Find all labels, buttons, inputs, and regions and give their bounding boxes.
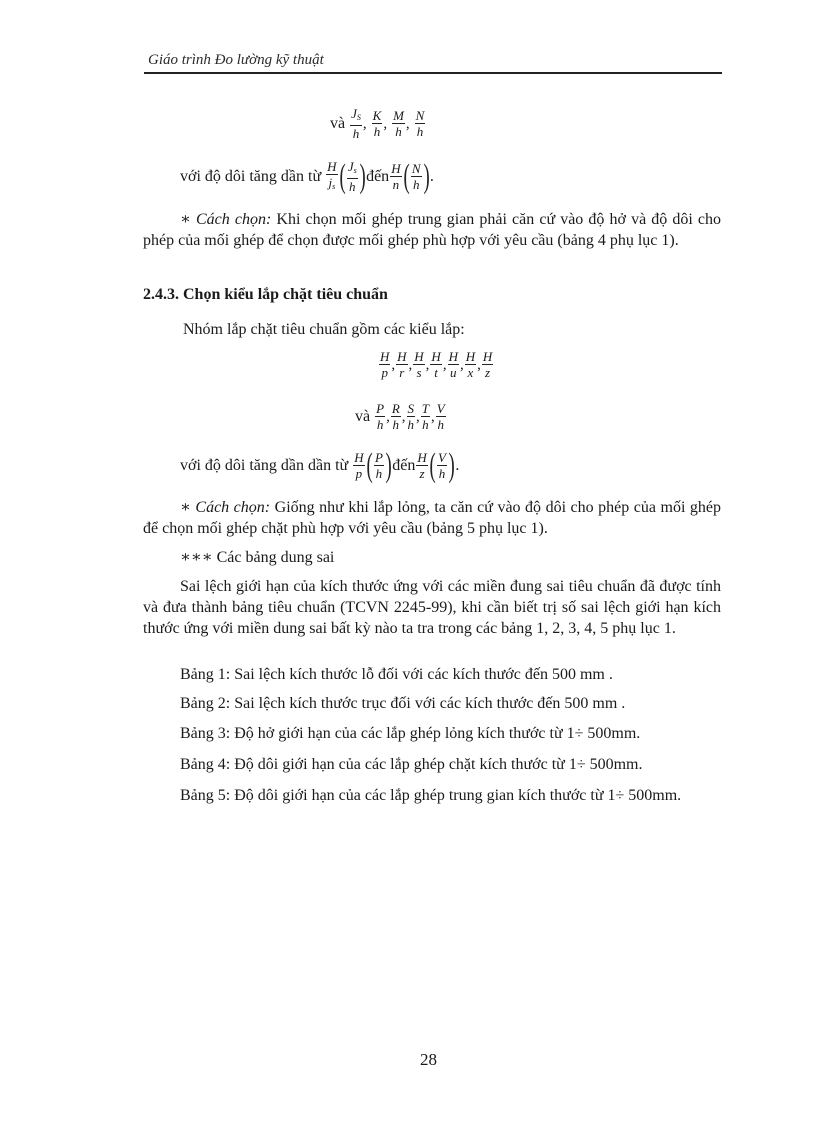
section-heading: 2.4.3. Chọn kiểu lắp chặt tiêu chuẩn xyxy=(143,286,388,303)
formula-prefix: và xyxy=(330,115,346,132)
formula-increase-bottom: với độ dôi tăng dần dần từ $\frac{H}{p}$ ( $\frac{P}{h}$ )đến $\frac{H}{z}$ ( $\frac{V}{h}$ ). xyxy=(180,447,460,484)
table-item-2: Bảng 2: Sai lệch kích thước trục đối với các kích thước đến 500 mm . xyxy=(180,695,626,712)
fraction: $\frac{N}{h}$ xyxy=(415,108,425,139)
tables-heading: ∗∗∗ Các bảng dung sai xyxy=(180,549,335,566)
formula-increase-top: với độ dôi tăng dần từ $\frac{H}{j_s}$ ( $\frac{J_s}{h}$ )đến $\frac{H}{n}$ ( $\frac{N}{h}$ ). xyxy=(180,158,434,195)
header-rule xyxy=(144,72,722,74)
fraction: $\frac{K}{h}$ xyxy=(372,108,382,139)
table-item-4: Bảng 4: Độ dôi giới hạn của các lắp ghép chặt kích thước từ 1÷ 500mm. xyxy=(180,756,643,773)
selection-paragraph-2: ∗ Cách chọn: Giống như khi lắp lỏng, ta căn cứ vào độ dôi cho phép của mối ghép để chọn mối ghép chặt phù hợp với yêu cầu (bảng 5 phụ lục 1). xyxy=(143,499,722,537)
formula-shaft-fits-top: và $\frac{J_S}{h}$ , $\frac{K}{h}$ , $\frac{M}{h}$ , $\frac{N}{h}$ xyxy=(330,106,425,141)
running-header: Giáo trình Đo lường kỹ thuật xyxy=(148,52,324,68)
table-item-1: Bảng 1: Sai lệch kích thước lỗ đối với các kích thước đến 500 mm . xyxy=(180,666,613,683)
table-item-3: Bảng 3: Độ hở giới hạn của các lắp ghép lỏng kích thước từ 1÷ 500mm. xyxy=(180,725,641,742)
fraction: $\frac{M}{h}$ xyxy=(393,108,404,139)
group-intro: Nhóm lắp chặt tiêu chuẩn gồm các kiểu lắp: xyxy=(183,321,465,338)
page-number: 28 xyxy=(420,1050,437,1069)
fraction: $\frac{J_S}{h}$ xyxy=(351,106,361,141)
selection-paragraph-1: ∗ Cách chọn: Khi chọn mối ghép trung gian phải căn cứ vào độ hở và độ dôi cho phép của mối ghép để chọn được mối ghép phù hợp với yêu cầu (bảng 4 phụ lục 1). xyxy=(143,211,722,249)
formula-h-fits: $\frac{H}{p}$ , $\frac{H}{r}$ , $\frac{H}{s}$ , $\frac{H}{t}$ , $\frac{H}{u}$ , $\frac{H}{x}$ , $\frac{H}{z}$ xyxy=(380,349,493,380)
tables-paragraph: Sai lệch giới hạn của kích thước ứng với các miền đung sai tiêu chuẩn đã được tính và đưa thành bảng tiêu chuẩn (TCVN 2245-99), khi cần biết trị số sai lệch giới hạn kích thước ứng với miền dung sai bất kỳ nào ta tra trong các bảng 1, 2, 3, 4, 5 phụ lục 1. xyxy=(143,578,721,637)
table-item-5: Bảng 5: Độ dôi giới hạn của các lắp ghép trung gian kích thước từ 1÷ 500mm. xyxy=(180,787,682,804)
formula-shaft-fits: và $\frac{P}{h}$ , $\frac{R}{h}$ , $\frac{S}{h}$ , $\frac{T}{h}$ , $\frac{V}{h}$ xyxy=(355,401,445,432)
